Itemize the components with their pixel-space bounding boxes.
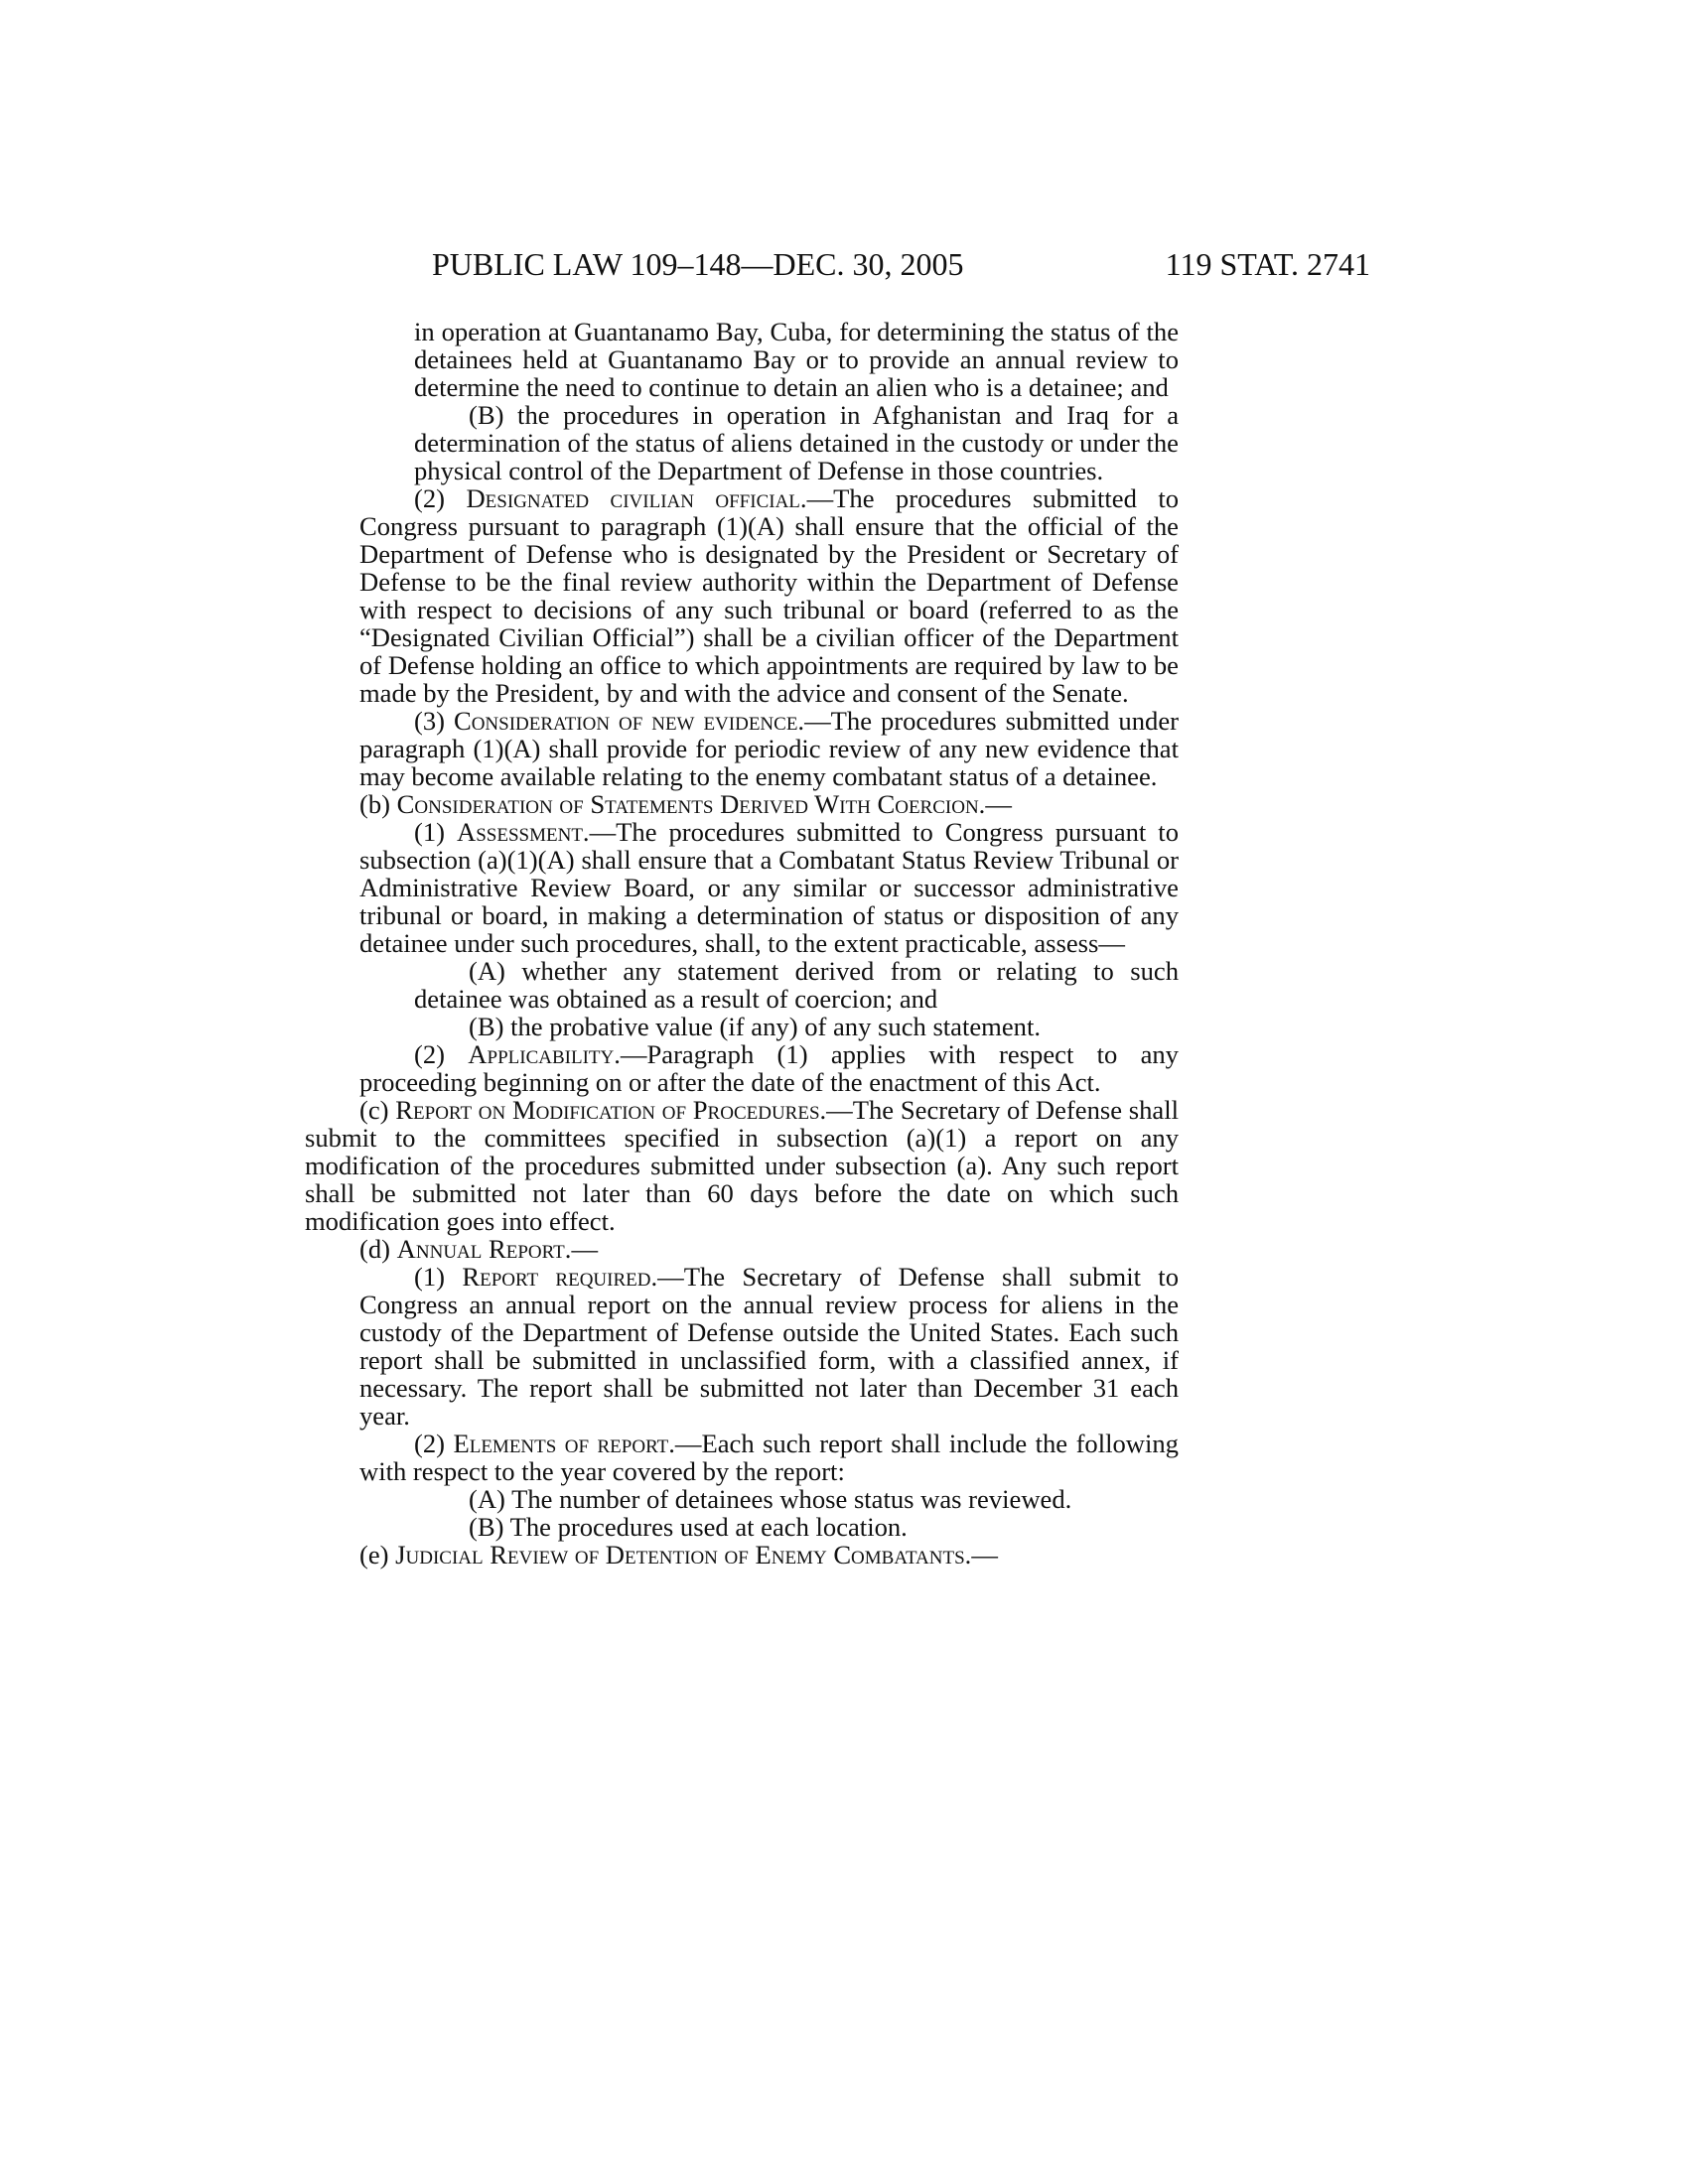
paragraph-heading: Report required. [462, 1262, 658, 1292]
subparagraph-b-procedures-used: (B) The procedures used at each location. [469, 1512, 908, 1542]
paragraph-continuation: in operation at Guantanamo Bay, Cuba, for determining the status of the detainees held at Guantanamo Bay or to provide an annual review to determine the need to continue to detain an alien who is a detainee; and [414, 317, 1179, 402]
paragraph-2-designated-civilian-official: (2) Designated civilian official.—The procedures submitted to Congress pursuant to paragraph (1)(A) shall ensure that the official of the Department of Defense who is designated by the President or Secretary of Defense to be the final review authority within the Department of Defense with respect to decisions of any such tribunal or board (referred to as the “Designated Civilian Official”) shall be a civilian officer of the Department of Defense holding an office to which appointments are required by law to be made by the President, by and with the advice and consent of the Senate. [359, 483, 1179, 708]
subparagraph-a-number-reviewed: (A) The number of detainees whose status was reviewed. [469, 1484, 1072, 1514]
paragraph-2-applicability: (2) Applicability.—Paragraph (1) applies with respect to any proceeding beginning on or after the date of the enactment of this Act. [359, 1039, 1179, 1097]
paragraph-3-new-evidence: (3) Consideration of new evidence.—The procedures submitted under paragraph (1)(A) shall provide for periodic review of any new evidence that may become available relating to the enemy combatant status of a detainee. [359, 706, 1179, 791]
running-header [432, 246, 1370, 286]
subparagraph-b-probative: (B) the probative value (if any) of any such statement. [469, 1012, 1041, 1041]
paragraph-heading: Designated civilian official. [466, 483, 807, 513]
paragraph-heading: Elements of report. [453, 1429, 675, 1458]
paragraph-heading: Assessment. [457, 817, 590, 847]
subsection-c-report-modification: (c) Report on Modification of Procedures.—The Secretary of Defense shall submit to the committees specified in subsection (a)(1) a report on any modification of the procedures submitted under subsection (a). Any such report shall be submitted not later than 60 days before the date on which such modification goes into effect. [305, 1095, 1180, 1236]
subsection-heading: Annual Report. [396, 1234, 572, 1264]
subparagraph-b: (B) the procedures in operation in Afghanistan and Iraq for a determination of the status of aliens detained in the custody or under the physical control of the Department of Defense in those countries. [414, 400, 1179, 485]
header-citation: PUBLIC LAW 109–148—DEC. 30, 2005 [432, 246, 964, 282]
paragraph-1-assessment: (1) Assessment.—The procedures submitted to Congress pursuant to subsection (a)(1)(A) shall ensure that a Combatant Status Review Tribunal or Administrative Review Board, or any similar or successor administrative tribunal or board, in making a determination of status or disposition of any detainee under such procedures, shall, to the extent practicable, assess— [359, 817, 1179, 958]
subsection-heading: Judicial Review of Detention of Enemy Combatants. [395, 1540, 972, 1570]
header-page-number: 119 STAT. 2741 [1165, 246, 1370, 282]
subsection-d-heading: (d) Annual Report.— [359, 1234, 599, 1264]
subsection-e-heading: (e) Judicial Review of Detention of Enemy Combatants.— [359, 1540, 998, 1570]
subsection-b-heading: (b) Consideration of Statements Derived With Coercion.— [359, 789, 1012, 819]
paragraph-2-elements-of-report: (2) Elements of report.—Each such report shall include the following with respect to the year covered by the report: [359, 1429, 1179, 1486]
paragraph-1-report-required: (1) Report required.—The Secretary of Defense shall submit to Congress an annual report on the annual review process for aliens in the custody of the Department of Defense outside the United States. Each such report shall be submitted in unclassified form, with a classified annex, if necessary. The report shall be submitted not later than December 31 each year. [359, 1262, 1179, 1431]
paragraph-heading: Consideration of new evidence. [453, 706, 805, 736]
subparagraph-a-coercion: (A) whether any statement derived from or relating to such detainee was obtained as a result of coercion; and [414, 956, 1179, 1014]
subsection-heading: Consideration of Statements Derived With Coercion. [396, 789, 986, 819]
paragraph-heading: Applicability. [468, 1039, 621, 1069]
statute-text [305, 318, 1179, 1569]
subsection-heading: Report on Modification of Procedures. [395, 1095, 827, 1125]
